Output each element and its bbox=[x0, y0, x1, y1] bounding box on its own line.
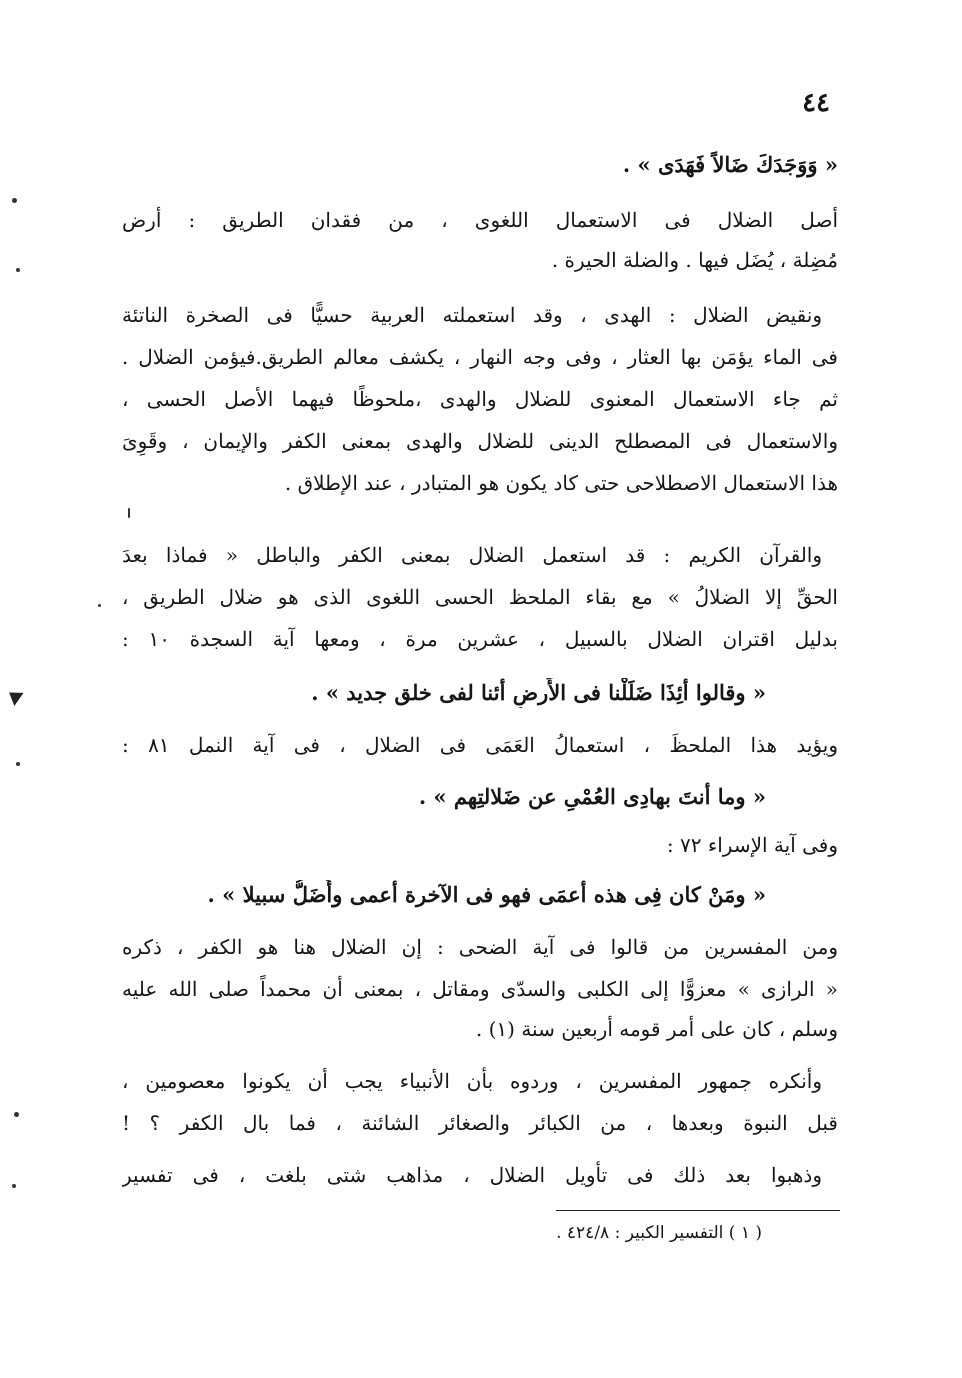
text-line: ومن المفسرين من قالوا فى آية الضحى : إن الضلال هنا هو الكفر ، ذكره bbox=[122, 935, 838, 959]
scan-speck bbox=[16, 268, 20, 272]
text-line: هذا الاستعمال الاصطلاحى حتى كاد يكون هو المتبادر ، عند الإطلاق . bbox=[284, 471, 838, 495]
scan-speck bbox=[128, 508, 130, 518]
text-line: « الرازى » معزوًّا إلى الكلبى والسدّى ومقاتل ، بمعنى أن محمداً صلى الله عليه bbox=[122, 977, 838, 1001]
scan-speck bbox=[12, 198, 17, 203]
text-line: وفى آية الإسراء ٧٢ : bbox=[666, 833, 838, 857]
scan-speck bbox=[14, 1112, 19, 1117]
text-line: الحقِّ إلا الضلالُ » مع بقاء الملحظ الحسى اللغوى الذى هو ضلال الطريق ، bbox=[122, 585, 838, 609]
text-line: قبل النبوة وبعدها ، من الكبائر والصغائر الشائنة ، فما بال الكفر ؟ ! bbox=[122, 1111, 838, 1135]
text-line: بدليل اقتران الضلال بالسبيل ، عشرين مرة ، ومعها آية السجدة ١٠ : bbox=[122, 627, 838, 651]
text-line: ونقيض الضلال : الهدى ، وقد استعملته العربية حسيًّا فى الصخرة الناتئة bbox=[122, 303, 822, 327]
text-line: والاستعمال فى المصطلح الدينى للضلال والهدى بمعنى الكفر والإيمان ، وقَوِىَ bbox=[122, 429, 838, 453]
scan-speck bbox=[98, 604, 101, 607]
text-line: أصل الضلال فى الاستعمال اللغوى ، من فقدان الطريق : أرض bbox=[122, 208, 838, 232]
quran-verse: « وما أنتَ بهادِى العُمْىِ عن ضَلالتِهم » . bbox=[418, 784, 766, 809]
text-line: مُضِلة ، يُضَل فيها . والضلة الحيرة . bbox=[551, 248, 838, 272]
text-line: فى الماء يؤمَن بها العثار ، وفى وجه النهار ، يكشف معالم الطريق.فيؤمن الضلال . bbox=[122, 345, 838, 369]
text-line: ويؤيد هذا الملحظَ ، استعمالُ العَمَى فى الضلال ، فى آية النمل ٨١ : bbox=[122, 733, 838, 757]
text-line: والقرآن الكريم : قد استعمل الضلال بمعنى الكفر والباطل « فماذا بعدَ bbox=[122, 543, 822, 567]
scan-speck bbox=[12, 1184, 16, 1188]
page-number: ٤٤ bbox=[802, 88, 830, 118]
text-line: وأنكره جمهور المفسرين ، وردوه بأن الأنبياء يجب أن يكونوا معصومين ، bbox=[122, 1069, 822, 1093]
footnote-divider bbox=[556, 1210, 840, 1211]
quran-verse: « ومَنْ كان فِى هذه أعمَى فهو فى الآخرة أعمى وأَضَلُّ سبيلا » . bbox=[207, 882, 766, 907]
text-line: ثم جاء الاستعمال المعنوى للضلال والهدى ،ملحوظًا فيهما الأصل الحسى ، bbox=[122, 387, 838, 411]
text-line: وذهبوا بعد ذلك فى تأويل الضلال ، مذاهب شتى بلغت ، فى تفسير bbox=[122, 1163, 822, 1187]
text-line: « وَوَجَدَكَ ضَالاً فَهَدَى » . bbox=[622, 152, 838, 177]
scan-speck bbox=[16, 762, 20, 766]
text-line: وسلم ، كان على أمر قومه أربعين سنة (١) . bbox=[475, 1017, 838, 1041]
quran-verse: « وقالوا أئِذَا ضَلَلْنا فى الأَرضِ أئنا لفى خلق جديد » . bbox=[311, 680, 766, 705]
footnote: ( ١ ) التفسير الكبير : ٤٢٤/٨ . bbox=[556, 1223, 762, 1243]
margin-mark-icon bbox=[4, 686, 23, 706]
